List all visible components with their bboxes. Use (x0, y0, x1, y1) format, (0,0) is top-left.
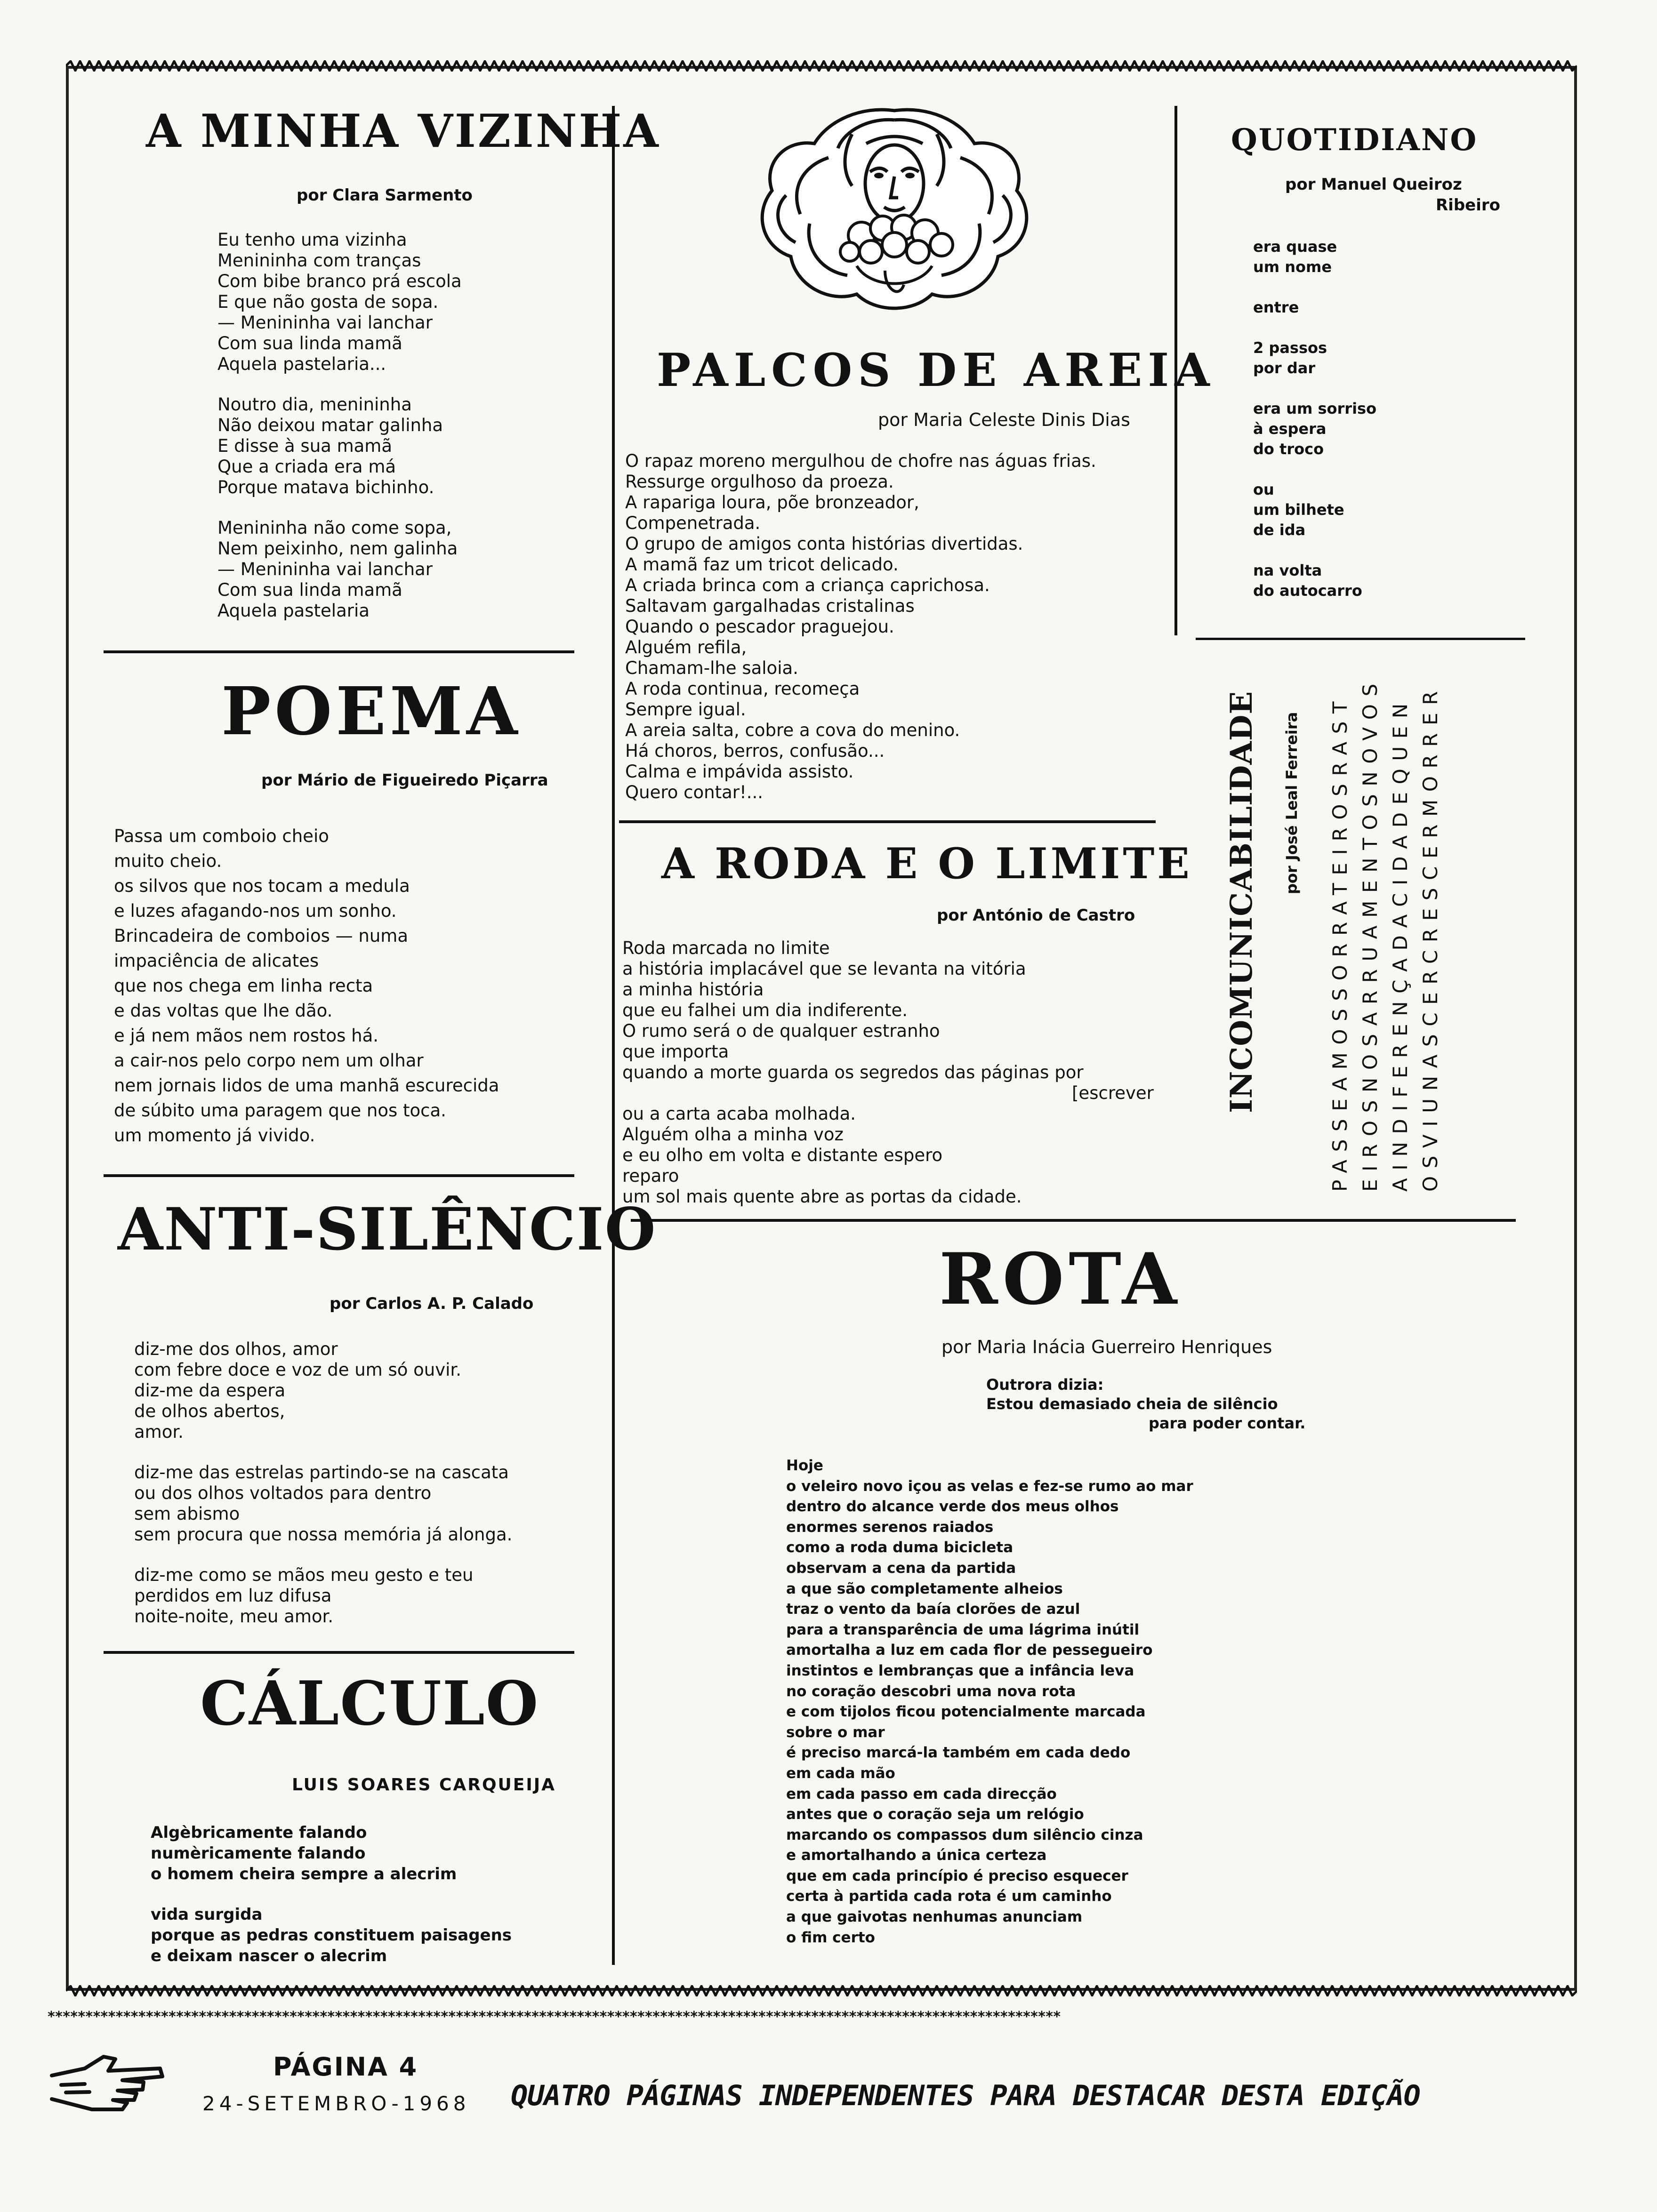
poem-line: ou (1253, 481, 1274, 498)
poem-line: Brincadeira de comboios — numa (114, 926, 409, 946)
stanza (134, 1462, 512, 1545)
rule-after-poema (104, 1174, 574, 1177)
poem-line: e já nem mãos nem rostos há. (114, 1026, 379, 1046)
page-label: PÁGINA 4 (273, 2052, 418, 2082)
poem-body (625, 451, 1096, 803)
poem-line: Menininha não come sopa, (217, 518, 452, 538)
poem-line: enormes serenos raiados (786, 1518, 994, 1536)
poem-line: Algèbricamente falando (151, 1823, 367, 1842)
poem-line: impaciência de alicates (114, 951, 319, 971)
poem-line: Alguém refila, (625, 637, 747, 657)
stanza (217, 394, 462, 498)
top-zigzag-border (66, 60, 1577, 72)
article-byline: por António de Castro (937, 906, 1135, 925)
poem-line: e com tijolos ficou potencialmente marcada (786, 1703, 1146, 1721)
poem-line: amor. (134, 1422, 184, 1442)
poem-line: Com sua linda mamã (217, 333, 402, 353)
poem-line: do troco (1253, 440, 1324, 458)
poem-line: certa à partida cada rota é um caminho (786, 1888, 1112, 1905)
poem-line: com febre doce e voz de um só ouvir. (134, 1360, 461, 1380)
bottom-zigzag-border (66, 1985, 1577, 1996)
edition-tagline: QUATRO PÁGINAS INDEPENDENTES PARA DESTACAR DESTA EDIÇÃO (511, 2079, 1420, 2112)
stanza (1253, 338, 1376, 378)
poem-line: Passa um comboio cheio (114, 826, 329, 846)
poem-line: A criada brinca com a criança caprichosa. (625, 575, 990, 595)
stanza (1253, 399, 1376, 459)
letter-grid (1325, 676, 1446, 1192)
poem-line: por dar (1253, 359, 1316, 377)
article-title: INCOMUNICABILIDADE (1224, 690, 1259, 1113)
article-byline-wrap (1283, 712, 1301, 894)
letter-row: AINDIFERENÇADACIDADEQUEN (1389, 696, 1412, 1192)
stanza (134, 1565, 512, 1627)
poem-line: dentro do alcance verde dos meus olhos (786, 1498, 1119, 1515)
article-title: A RODA E O LIMITE (661, 839, 1192, 889)
article-title: ROTA (939, 1238, 1182, 1321)
poem-line: que nos chega em linha recta (114, 976, 373, 996)
poem-line: antes que o coração seja um relógio (786, 1806, 1084, 1823)
poem-line: Aquela pastelaria (217, 601, 370, 621)
article-title: A MINHA VIZINHA (146, 104, 660, 158)
poem-body (622, 938, 1154, 1207)
epigraph-line: para poder contar. (1149, 1414, 1306, 1432)
poem-line: de olhos abertos, (134, 1401, 285, 1421)
article-title: POEMA (221, 673, 522, 750)
poem-line: Quando o pescador praguejou. (625, 617, 894, 637)
rule-after-roda (631, 1219, 1516, 1222)
poem-line: vida surgida (151, 1905, 263, 1924)
poem-line: entre (1253, 298, 1299, 316)
poem-line: a cair-nos pelo corpo nem um olhar (114, 1050, 424, 1071)
stanza (1253, 561, 1376, 601)
poem-line: Eu tenho uma vizinha (217, 230, 407, 250)
poem-line: que em cada princípio é preciso esquecer (786, 1867, 1128, 1884)
pointing-hand-icon (47, 2047, 169, 2118)
poem-line: ou a carta acaba molhada. (622, 1104, 856, 1124)
article-title: ANTI-SILÊNCIO (118, 1195, 657, 1264)
article-byline: por Manuel Queiroz (1285, 175, 1462, 194)
article-byline-cont: Ribeiro (1436, 196, 1501, 215)
article-byline: LUIS SOARES CARQUEIJA (292, 1775, 556, 1795)
poem-line: Calma e impávida assisto. (625, 761, 854, 782)
poem-line: instintos e lembranças que a infância leva (786, 1662, 1134, 1679)
poem-line: Há choros, berros, confusão... (625, 741, 885, 761)
letter-row: OSVIUNASCERCRESCERMORRER (1419, 683, 1442, 1192)
poem-line: diz-me das estrelas partindo-se na cascata (134, 1462, 509, 1483)
stanza (1253, 297, 1376, 318)
poem-line: E disse à sua mamã (217, 436, 393, 456)
poem-line: observam a cena da partida (786, 1559, 1016, 1577)
poem-body (151, 1822, 512, 1966)
column-divider-left (612, 106, 615, 1965)
poem-line: A areia salta, cobre a cova do menino. (625, 720, 960, 740)
poem-line: a que são completamente alheios (786, 1580, 1063, 1597)
poem-line: E que não gosta de sopa. (217, 292, 439, 312)
article-byline: por Mário de Figueiredo Piçarra (261, 771, 548, 790)
poem-line: e das voltas que lhe dão. (114, 1001, 333, 1021)
poem-line: marcando os compassos dum silêncio cinza (786, 1826, 1143, 1843)
poem-line: na volta (1253, 561, 1322, 579)
poem-line: Sempre igual. (625, 699, 746, 720)
letter-row: EIROSNOSARRUAMENTOSNOVOS (1359, 676, 1382, 1192)
article-byline: por Maria Inácia Guerreiro Henriques (941, 1337, 1272, 1357)
poem-line: reparo (622, 1166, 679, 1186)
article-byline: por José Leal Ferreira (1283, 712, 1301, 894)
poem-line: que eu falhei um dia indiferente. (622, 1000, 908, 1020)
poem-body (134, 1339, 512, 1627)
poem-line: Não deixou matar galinha (217, 415, 443, 435)
poem-line: O grupo de amigos conta histórias divertidas. (625, 534, 1023, 554)
poem-line: é preciso marcá-la também em cada dedo (786, 1744, 1131, 1762)
poem-line: diz-me como se mãos meu gesto e teu (134, 1565, 474, 1585)
poem-line: sobre o mar (786, 1723, 885, 1741)
rule-after-palcos (619, 820, 1156, 823)
poem-line: Nem peixinho, nem galinha (217, 538, 458, 559)
poem-line: sem procura que nossa memória já alonga. (134, 1524, 513, 1545)
poem-line: que importa (622, 1042, 729, 1062)
poem-line: os silvos que nos tocam a medula (114, 876, 410, 896)
poem-line: como a roda duma bicicleta (786, 1539, 1014, 1556)
poem-line: um bilhete (1253, 501, 1344, 519)
poem-line: à espera (1253, 420, 1327, 438)
poem-line: Aquela pastelaria... (217, 354, 386, 374)
rule-after-vizinha (104, 650, 574, 653)
poem-line: Com sua linda mamã (217, 580, 402, 600)
poem-line: diz-me dos olhos, amor (134, 1339, 338, 1359)
stanza (217, 230, 462, 375)
star-rule: ************************************************************************************************************************************** (47, 2009, 1061, 2025)
poem-line: perdidos em luz difusa (134, 1586, 332, 1606)
poem-line: — Menininha vai lanchar (217, 313, 433, 333)
article-byline: por Maria Celeste Dinis Dias (878, 409, 1130, 430)
poem-line: amortalha a luz em cada flor de pessegueiro (786, 1642, 1153, 1659)
poem-line: um sol mais quente abre as portas da cidade. (622, 1186, 1022, 1207)
rule-after-anti-silencio (104, 1651, 574, 1654)
poem-line: noite-noite, meu amor. (134, 1606, 334, 1627)
poem-line: A rapariga loura, põe bronzeador, (625, 492, 919, 513)
poem-line: e deixam nascer o alecrim (151, 1947, 387, 1965)
poem-body (217, 230, 462, 621)
poem-line: sem abismo (134, 1504, 240, 1524)
epigraph (986, 1375, 1305, 1433)
poem-line: era quase (1253, 238, 1337, 256)
poem-line: o homem cheira sempre a alecrim (151, 1865, 457, 1883)
rule-after-quotidiano (1196, 638, 1525, 640)
poem-line: Noutro dia, menininha (217, 394, 412, 415)
article-title-wrap (1224, 691, 1259, 1113)
poem-line: em cada mão (786, 1764, 895, 1782)
poem-body (114, 824, 499, 1148)
poem-line: e luzes afagando-nos um sonho. (114, 901, 397, 921)
stanza (151, 1822, 512, 1884)
epigraph-line: Estou demasiado cheia de silêncio (986, 1395, 1278, 1413)
poem-line: Hoje (786, 1457, 823, 1474)
poem-line: O rumo será o de qualquer estranho (622, 1021, 940, 1041)
poem-line: Menininha com tranças (217, 250, 421, 271)
poem-line: o fim certo (786, 1929, 875, 1946)
poem-line: no coração descobri uma nova rota (786, 1683, 1076, 1700)
poem-line: porque as pedras constituem paisagens (151, 1926, 512, 1945)
poem-line: Alguém olha a minha voz (622, 1124, 844, 1145)
poem-line: O rapaz moreno mergulhou de chofre nas águas frias. (625, 451, 1096, 471)
poem-line: Ressurge orgulhoso da proeza. (625, 472, 894, 492)
poem-line: — Menininha vai lanchar (217, 559, 433, 579)
stanza (217, 518, 462, 621)
poem-line: a minha história (622, 979, 764, 1000)
article-byline: por Carlos A. P. Calado (330, 1294, 534, 1313)
poem-line: um nome (1253, 258, 1332, 276)
poem-line: a história implacável que se levanta na vitória (622, 959, 1026, 979)
article-title: PALCOS DE AREIA (657, 344, 1215, 397)
poem-body (1253, 237, 1376, 601)
poem-line: a que gaivotas nenhumas anunciam (786, 1908, 1083, 1926)
sun-face-illustration (744, 101, 1045, 322)
poem-line: Roda marcada no limite (622, 938, 830, 958)
poem-line: Chamam-lhe saloia. (625, 658, 798, 678)
poem-line: de ida (1253, 521, 1306, 539)
poem-line: para a transparência de uma lágrima inútil (786, 1621, 1140, 1638)
poem-line: traz o vento da baía clorões de azul (786, 1601, 1080, 1618)
stanza (1253, 237, 1376, 277)
poem-line: Com bibe branco prá escola (217, 271, 462, 291)
poem-line: do autocarro (1253, 582, 1362, 600)
poem-body (786, 1456, 1193, 1948)
epigraph-line: Outrora dizia: (986, 1376, 1104, 1394)
stanza (151, 1904, 512, 1966)
poem-line: Quero contar!... (625, 782, 764, 802)
poem-line: numèricamente falando (151, 1844, 366, 1863)
poem-line: um momento já vivido. (114, 1125, 315, 1146)
poem-line: o veleiro novo içou as velas e fez-se rumo ao mar (786, 1477, 1193, 1495)
poem-line: nem jornais lidos de uma manhã escurecida (114, 1075, 499, 1096)
poem-line: 2 passos (1253, 339, 1327, 357)
poem-line: quando a morte guarda os segredos das páginas por (622, 1062, 1084, 1082)
letter-row: PASSEAMOSSORRATEIROSRAST (1328, 693, 1351, 1192)
poem-line: era um sorriso (1253, 400, 1377, 417)
poem-line: A mamã faz um tricot delicado. (625, 554, 899, 575)
poem-line: A roda continua, recomeça (625, 679, 860, 699)
poem-line: Porque matava bichinho. (217, 477, 434, 497)
poem-line: muito cheio. (114, 851, 222, 871)
stanza (134, 1339, 512, 1443)
article-title: QUOTIDIANO (1231, 122, 1478, 158)
edition-date: 24-SETEMBRO-1968 (202, 2092, 470, 2115)
poem-line: e amortalhando a única certeza (786, 1847, 1047, 1864)
stanza (1253, 480, 1376, 540)
poem-line: Saltavam gargalhadas cristalinas (625, 596, 915, 616)
poem-line: [escrever (1072, 1083, 1154, 1103)
poem-line: ou dos olhos voltados para dentro (134, 1483, 432, 1503)
poem-line: de súbito uma paragem que nos toca. (114, 1100, 446, 1121)
poem-line: em cada passo em cada direcção (786, 1785, 1057, 1803)
article-byline: por Clara Sarmento (297, 186, 473, 205)
poem-line: diz-me da espera (134, 1380, 286, 1401)
poem-line: Que a criada era má (217, 457, 396, 477)
article-title: CÁLCULO (200, 1668, 539, 1739)
poem-line: e eu olho em volta e distante espero (622, 1145, 943, 1165)
poem-line: Compenetrada. (625, 513, 761, 533)
